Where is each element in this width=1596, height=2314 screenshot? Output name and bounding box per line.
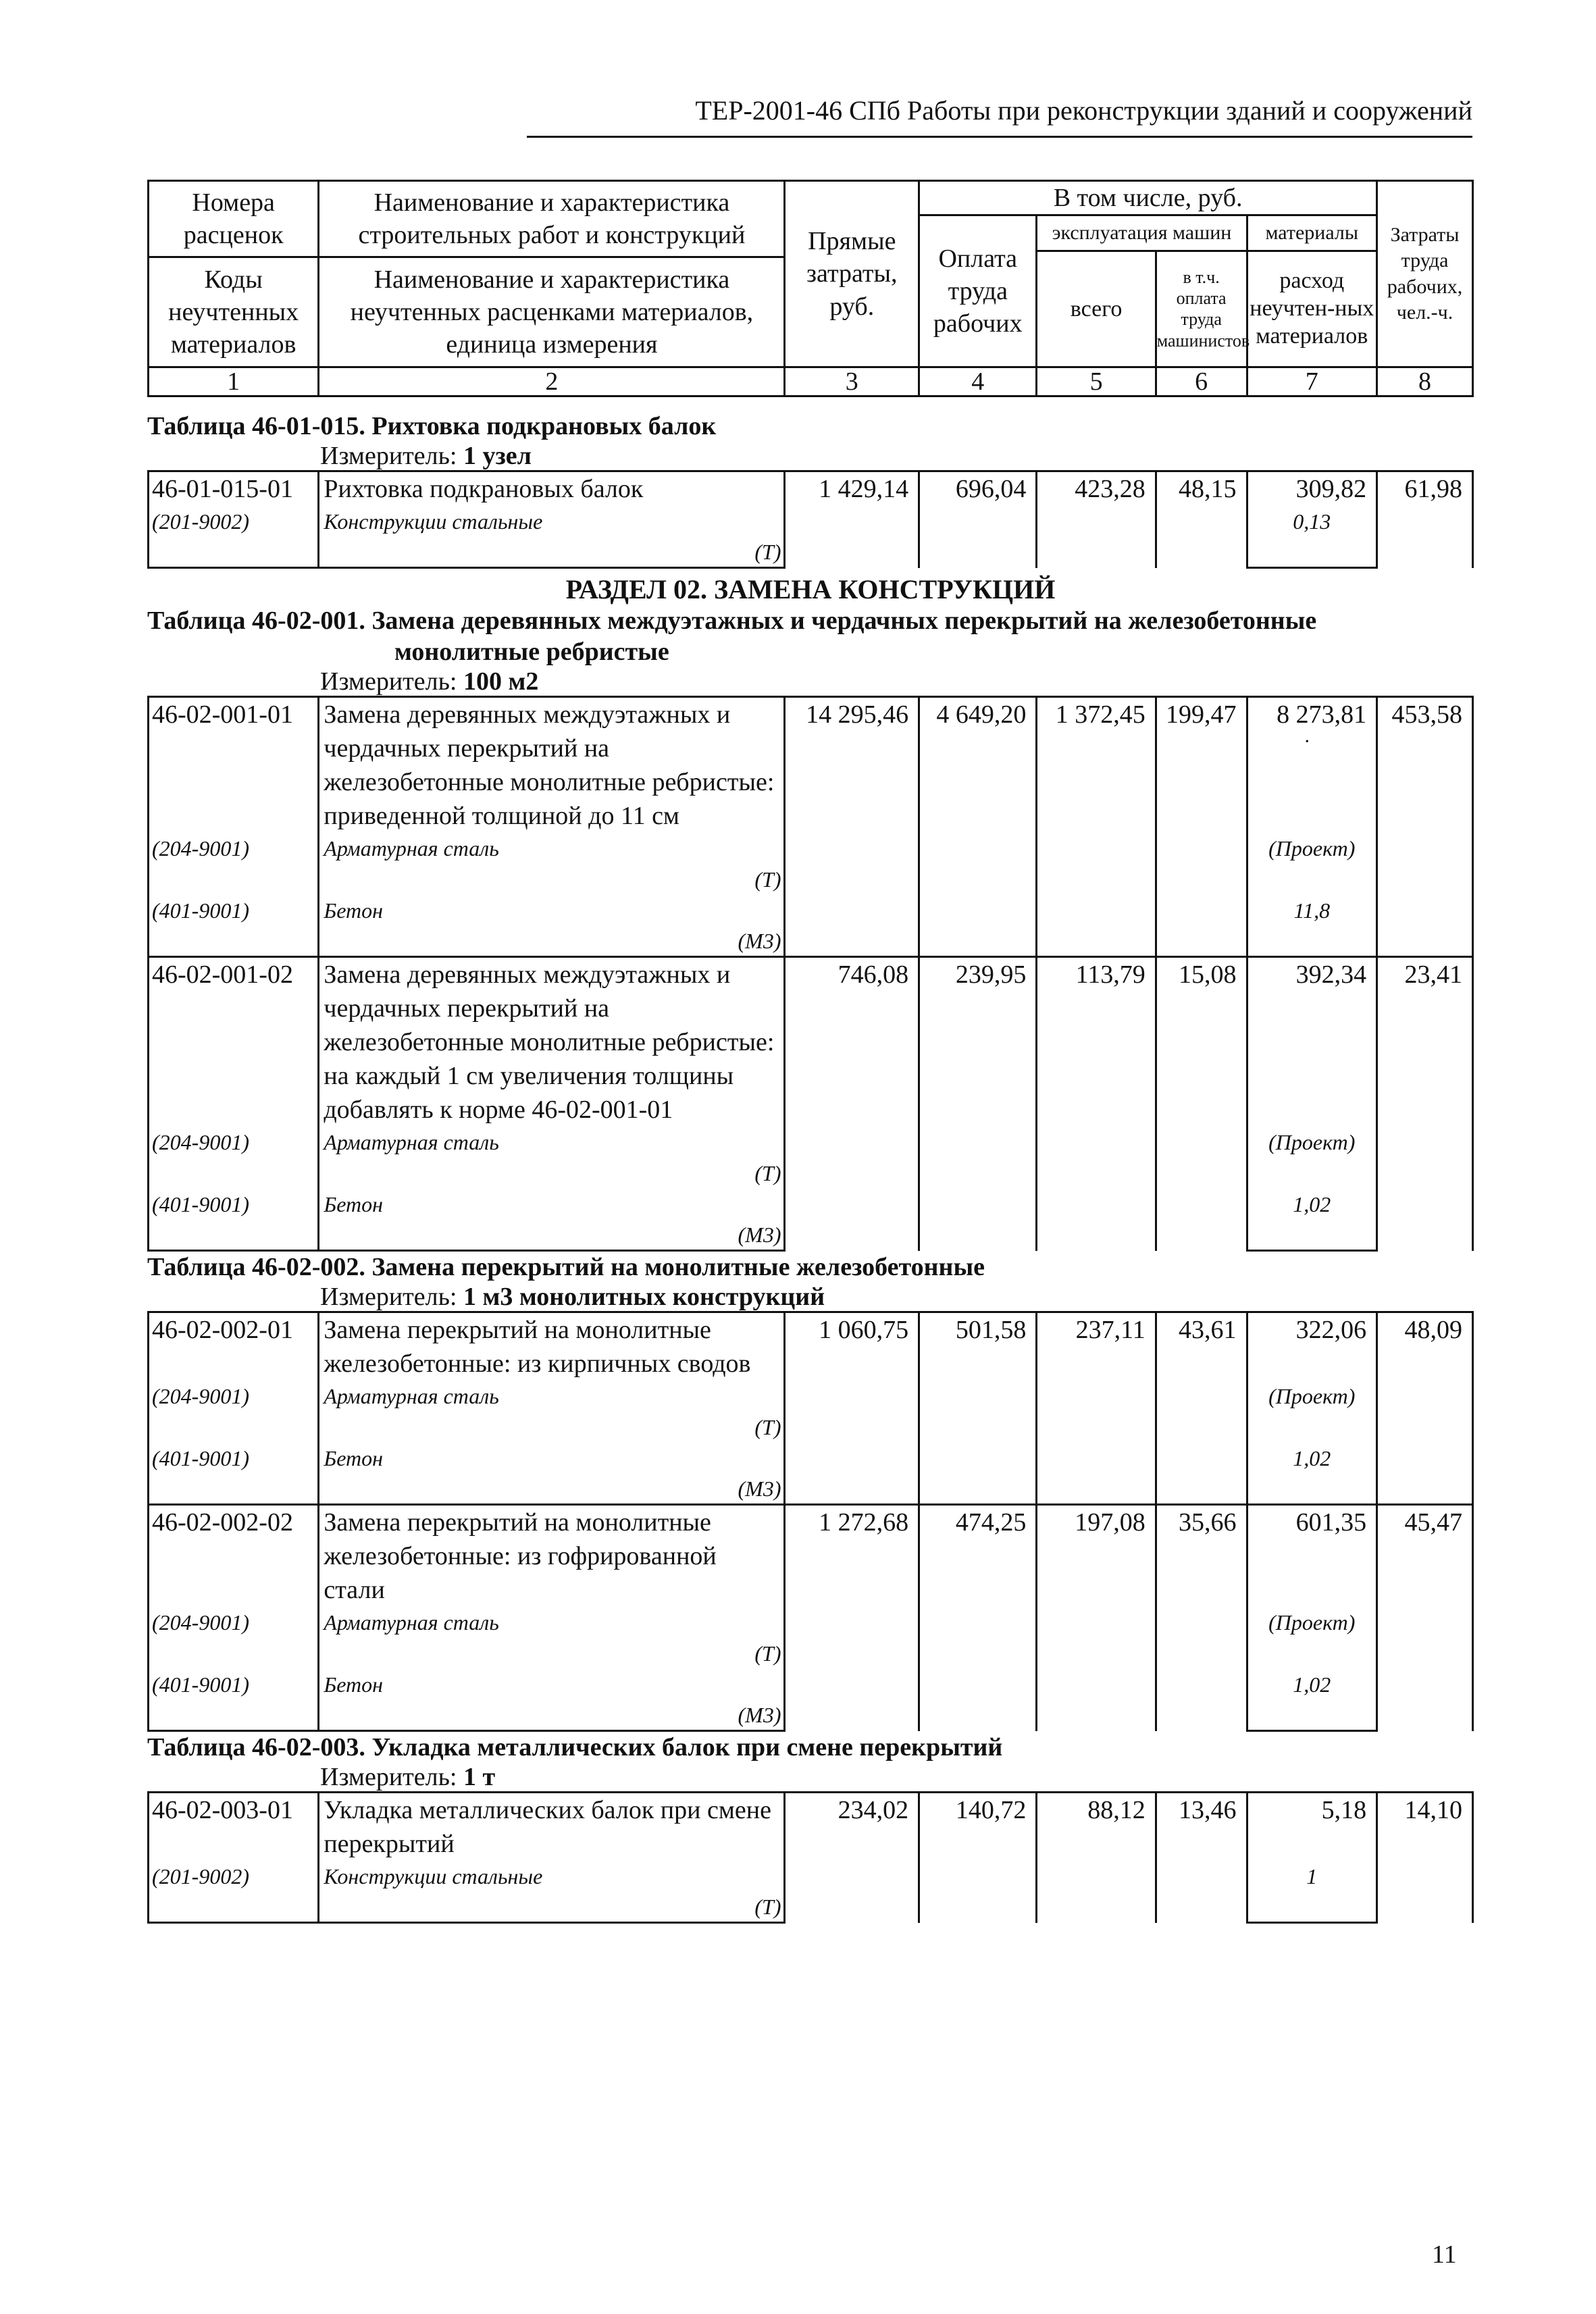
rate-row — [149, 1312, 1473, 1381]
rate-code: 46-02-002-02 — [149, 1505, 319, 1608]
col-number: 5 — [1037, 367, 1156, 396]
material-qty: (Проект) — [1247, 1127, 1377, 1158]
col-number: 1 — [149, 367, 319, 396]
operator-cost: 43,61 — [1156, 1312, 1247, 1505]
rate-table — [147, 1311, 1474, 1732]
rate-code: 46-01-015-01 — [149, 471, 319, 507]
material-name: Бетон — [319, 1669, 785, 1700]
materials-cost: 392,34 — [1247, 957, 1377, 1127]
rate-table — [147, 1791, 1474, 1924]
material-code: (201-9002) — [149, 506, 319, 537]
labor-hours: 14,10 — [1377, 1793, 1473, 1923]
measure-label: Измеритель: — [320, 667, 457, 696]
labor-hours: 48,09 — [1377, 1312, 1473, 1505]
table-title: Таблица 46-01-015. Рихтовка подкрановых балок — [147, 412, 717, 440]
header-col1-bottom: Коды неучтенных материалов — [149, 257, 319, 367]
labor-cost: 4 649,20 — [919, 697, 1037, 957]
stray-dot: · — [1304, 730, 1311, 752]
material-code: (204-9001) — [149, 1127, 319, 1158]
document-body — [147, 180, 1474, 1924]
material-qty: 1 — [1247, 1861, 1377, 1892]
machine-cost: 88,12 — [1037, 1793, 1156, 1923]
materials-cost: 601,35 — [1247, 1505, 1377, 1608]
material-qty: (Проект) — [1247, 1607, 1377, 1638]
machine-cost: 1 372,45 — [1037, 697, 1156, 957]
measure-line — [147, 667, 1474, 696]
measure-value: 1 м3 монолитных конструкций — [463, 1283, 825, 1311]
measure-label: Измеритель: — [320, 442, 457, 470]
measure-label: Измеритель: — [320, 1283, 457, 1311]
measure-label: Измеритель: — [320, 1763, 457, 1791]
material-name: Конструкции стальные — [319, 506, 785, 537]
header-col6: в т.ч. оплата труда машинистов — [1156, 251, 1247, 367]
header-col7: расход неучтен-ных материалов — [1247, 251, 1377, 367]
labor-hours: 61,98 — [1377, 471, 1473, 568]
machine-cost: 197,08 — [1037, 1505, 1156, 1731]
machine-cost: 113,79 — [1037, 957, 1156, 1251]
labor-hours: 23,41 — [1377, 957, 1473, 1251]
material-code: (401-9001) — [149, 895, 319, 926]
rate-name: Замена перекрытий на монолитные железобетонные: из кирпичных сводов — [319, 1312, 785, 1381]
material-name: Бетон — [319, 1443, 785, 1474]
labor-cost: 140,72 — [919, 1793, 1037, 1923]
rate-table — [147, 696, 1474, 1252]
machine-cost: 423,28 — [1037, 471, 1156, 568]
labor-cost: 239,95 — [919, 957, 1037, 1251]
material-name: Конструкции стальные — [319, 1861, 785, 1892]
measure-line — [147, 442, 1474, 470]
col-number: 2 — [319, 367, 785, 396]
material-name: Арматурная сталь — [319, 1381, 785, 1412]
direct-cost: 1 429,14 — [785, 471, 919, 568]
rate-code: 46-02-002-01 — [149, 1312, 319, 1381]
material-unit: (Т) — [319, 1412, 785, 1443]
materials-cost: 5,18 — [1247, 1793, 1377, 1861]
direct-cost: 14 295,46 — [785, 697, 919, 957]
materials-cost: 309,82 — [1247, 471, 1377, 507]
rate-name: Укладка металлических балок при смене перекрытий — [319, 1793, 785, 1861]
col-number: 4 — [919, 367, 1037, 396]
direct-cost: 1 060,75 — [785, 1312, 919, 1505]
material-unit: (Т) — [319, 1158, 785, 1189]
measure-value: 100 м2 — [463, 667, 539, 696]
material-name: Бетон — [319, 895, 785, 926]
material-name: Арматурная сталь — [319, 1127, 785, 1158]
measure-value: 1 узел — [463, 442, 532, 470]
labor-hours: 45,47 — [1377, 1505, 1473, 1731]
table-title — [147, 605, 1474, 667]
material-qty: 1,02 — [1247, 1669, 1377, 1700]
material-qty: 0,13 — [1247, 506, 1377, 537]
material-name: Бетон — [319, 1189, 785, 1220]
page-number: 11 — [1432, 2240, 1457, 2269]
header-col3: Прямые затраты, руб. — [785, 181, 919, 367]
machine-cost: 237,11 — [1037, 1312, 1156, 1505]
col-number: 8 — [1377, 367, 1473, 396]
column-number-row — [149, 367, 1473, 396]
header-machines: эксплуатация машин — [1037, 215, 1247, 251]
operator-cost: 15,08 — [1156, 957, 1247, 1251]
section-title: РАЗДЕЛ 02. ЗАМЕНА КОНСТРУКЦИЙ — [565, 574, 1056, 605]
operator-cost: 35,66 — [1156, 1505, 1247, 1731]
material-qty: 1,02 — [1247, 1189, 1377, 1220]
operator-cost: 13,46 — [1156, 1793, 1247, 1923]
header-col4: Оплата труда рабочих — [919, 215, 1037, 367]
material-code: (401-9001) — [149, 1443, 319, 1474]
materials-cost-cell — [1247, 697, 1377, 833]
material-unit: (Т) — [319, 537, 785, 568]
header-col5: всего — [1037, 251, 1156, 367]
rate-code: 46-02-001-02 — [149, 957, 319, 1127]
measure-line — [147, 1763, 1474, 1791]
material-code: (401-9001) — [149, 1189, 319, 1220]
page-header: ТЕР-2001-46 СПб Работы при реконструкции зданий и сооружений — [527, 95, 1472, 138]
material-qty: 1,02 — [1247, 1443, 1377, 1474]
labor-cost: 696,04 — [919, 471, 1037, 568]
material-qty: 11,8 — [1247, 895, 1377, 926]
rate-name: Рихтовка подкрановых балок — [319, 471, 785, 507]
material-code: (204-9001) — [149, 833, 319, 864]
material-qty: (Проект) — [1247, 1381, 1377, 1412]
table-title: Таблица 46-02-003. Укладка металлических балок при смене перекрытий — [147, 1733, 1003, 1762]
material-unit: (Т) — [319, 1892, 785, 1923]
table-title: Таблица 46-02-002. Замена перекрытий на монолитные железобетонные — [147, 1253, 985, 1281]
measure-line — [147, 1283, 1474, 1311]
direct-cost: 746,08 — [785, 957, 919, 1251]
rate-row — [149, 1793, 1473, 1861]
rate-row — [149, 957, 1473, 1127]
material-unit: (М3) — [319, 926, 785, 957]
labor-hours: 453,58 — [1377, 697, 1473, 957]
table-title-line2: монолитные ребристые — [394, 638, 669, 666]
rate-name: Замена деревянных междуэтажных и чердачных перекрытий на железобетонные монолитные ребристые: на каждый 1 см увеличения толщины добавлять к норме 46-02-001-01 — [319, 957, 785, 1127]
material-unit: (М3) — [319, 1220, 785, 1251]
rate-table — [147, 470, 1474, 569]
header-col1-top: Номера расценок — [149, 181, 319, 257]
material-unit: (Т) — [319, 1638, 785, 1669]
material-name: Арматурная сталь — [319, 1607, 785, 1638]
direct-cost: 234,02 — [785, 1793, 919, 1923]
labor-cost: 474,25 — [919, 1505, 1037, 1731]
material-unit: (Т) — [319, 864, 785, 895]
col-number: 6 — [1156, 367, 1247, 396]
rate-code: 46-02-003-01 — [149, 1793, 319, 1861]
header-col2-bottom: Наименование и характеристика неучтенных расценками материалов, единица измерения — [319, 257, 785, 367]
rate-name: Замена перекрытий на монолитные железобетонные: из гофрированной стали — [319, 1505, 785, 1608]
table-title-line1: Таблица 46-02-001. Замена деревянных междуэтажных и чердачных перекрытий на железобетонные — [147, 607, 1317, 635]
rate-name: Замена деревянных междуэтажных и чердачных перекрытий на железобетонные монолитные ребристые: приведенной толщиной до 11 см — [319, 697, 785, 833]
header-col8: Затраты труда рабочих, чел.-ч. — [1377, 181, 1473, 367]
material-qty: (Проект) — [1247, 833, 1377, 864]
header-group: В том числе, руб. — [919, 181, 1377, 215]
materials-cost: 8 273,81 — [1277, 700, 1367, 729]
material-code: (204-9001) — [149, 1607, 319, 1638]
header-materials: материалы — [1247, 215, 1377, 251]
column-header-table — [147, 180, 1474, 397]
operator-cost: 199,47 — [1156, 697, 1247, 957]
material-code: (201-9002) — [149, 1861, 319, 1892]
rate-row — [149, 471, 1473, 507]
material-unit: (М3) — [319, 1700, 785, 1731]
labor-cost: 501,58 — [919, 1312, 1037, 1505]
material-name: Арматурная сталь — [319, 833, 785, 864]
measure-value: 1 т — [463, 1763, 496, 1791]
rate-row — [149, 697, 1473, 833]
material-unit: (М3) — [319, 1474, 785, 1505]
material-code: (204-9001) — [149, 1381, 319, 1412]
materials-cost: 322,06 — [1247, 1312, 1377, 1381]
material-code: (401-9001) — [149, 1669, 319, 1700]
direct-cost: 1 272,68 — [785, 1505, 919, 1731]
col-number: 3 — [785, 367, 919, 396]
rate-row — [149, 1505, 1473, 1608]
operator-cost: 48,15 — [1156, 471, 1247, 568]
rate-code: 46-02-001-01 — [149, 697, 319, 833]
header-col2-top: Наименование и характеристика строительных работ и конструкций — [319, 181, 785, 257]
col-number: 7 — [1247, 367, 1377, 396]
